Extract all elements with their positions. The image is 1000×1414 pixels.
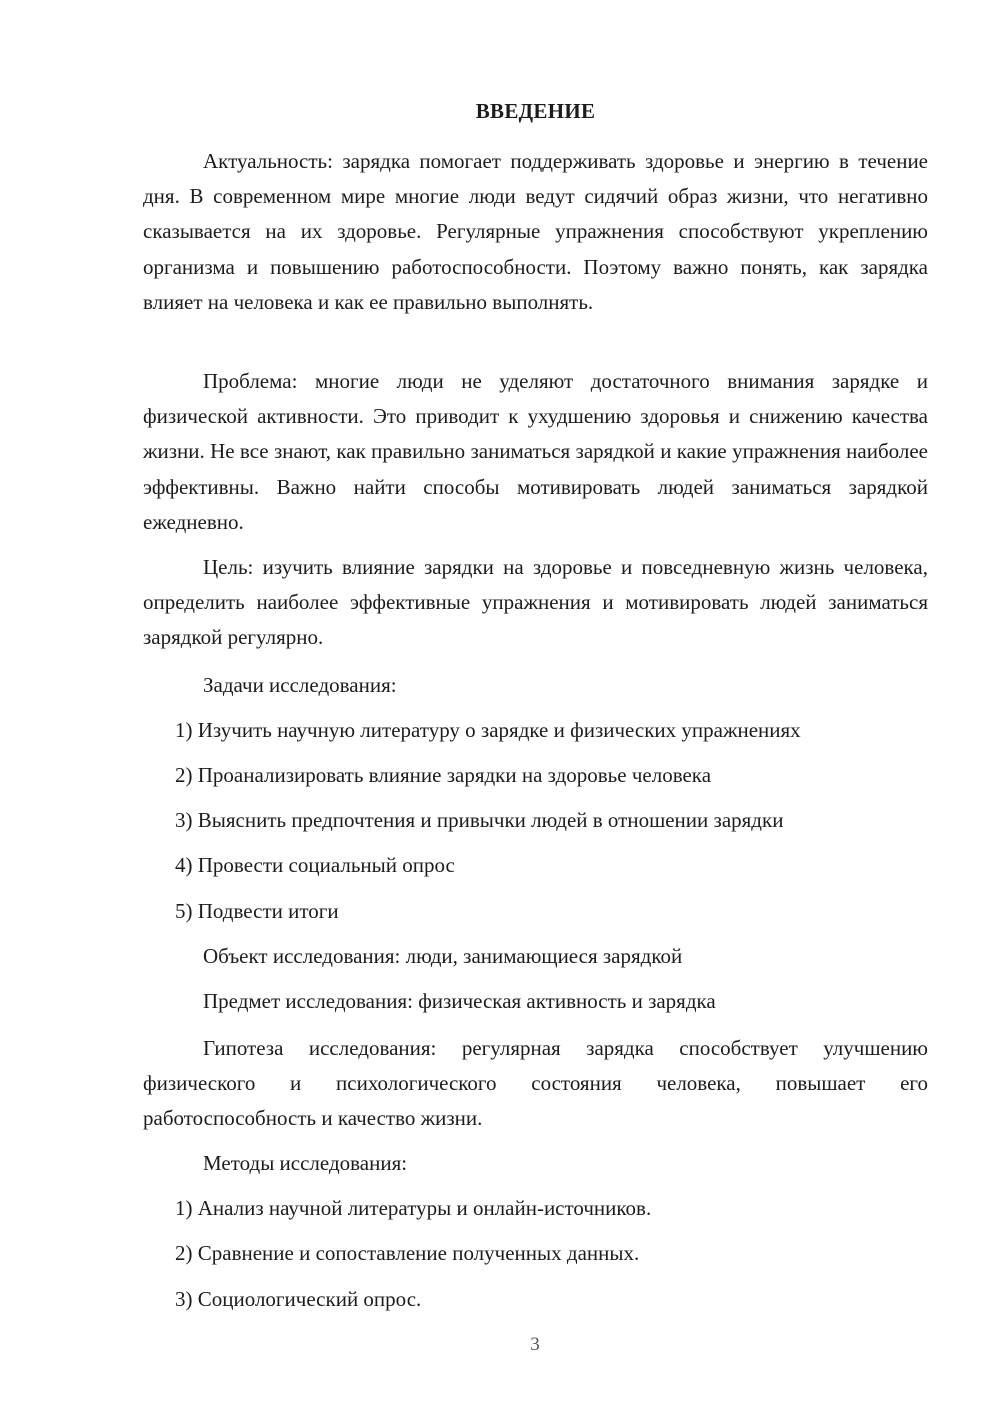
- tasks-heading: Задачи исследования:: [203, 673, 397, 697]
- task-item-5: 5) Подвести итоги: [175, 899, 339, 923]
- page-title: ВВЕДЕНИЕ: [475, 99, 596, 123]
- method-item-2: 2) Сравнение и сопоставление полученных данных.: [175, 1241, 640, 1265]
- task-item-2: 2) Проанализировать влияние зарядки на здоровье человека: [175, 763, 712, 787]
- relevance-paragraph: Актуальность: зарядка помогает поддерживать здоровье и энергию в течение дня. В современном мире многие люди ведут сидячий образ жизни, что негативно сказывается на их здоровье. Регулярные упражнения способствуют укреплению организма и повышению работоспособности. Поэтому важно понять, как зарядка влияет на человека и как ее правильно выполнять.: [143, 149, 928, 314]
- problem-paragraph: Проблема: многие люди не уделяют достаточного внимания зарядке и физической активности. Это приводит к ухудшению здоровья и снижению качества жизни. Не все знают, как правильно заниматься зарядкой и какие упражнения наиболее эффективны. Важно найти способы мотивировать людей заниматься зарядкой ежедневно.: [143, 369, 928, 534]
- method-item-3: 3) Социологический опрос.: [175, 1287, 422, 1311]
- task-item-4: 4) Провести социальный опрос: [175, 853, 455, 877]
- method-item-1: 1) Анализ научной литературы и онлайн-источников.: [175, 1196, 652, 1220]
- goal-paragraph: Цель: изучить влияние зарядки на здоровье и повседневную жизнь человека, определить наиболее эффективные упражнения и мотивировать людей заниматься зарядкой регулярно.: [143, 555, 928, 650]
- task-item-3: 3) Выяснить предпочтения и привычки людей в отношении зарядки: [175, 808, 784, 832]
- research-object: Объект исследования: люди, занимающиеся зарядкой: [203, 944, 683, 968]
- methods-heading: Методы исследования:: [203, 1151, 408, 1175]
- hypothesis-paragraph: Гипотеза исследования: регулярная зарядка способствует улучшению физического и психологического состояния человека, повышает его работоспособность и качество жизни.: [143, 1036, 928, 1131]
- task-item-1: 1) Изучить научную литературу о зарядке и физических упражнениях: [175, 718, 801, 742]
- page-number: 3: [530, 1334, 540, 1355]
- research-subject: Предмет исследования: физическая активность и зарядка: [203, 989, 716, 1013]
